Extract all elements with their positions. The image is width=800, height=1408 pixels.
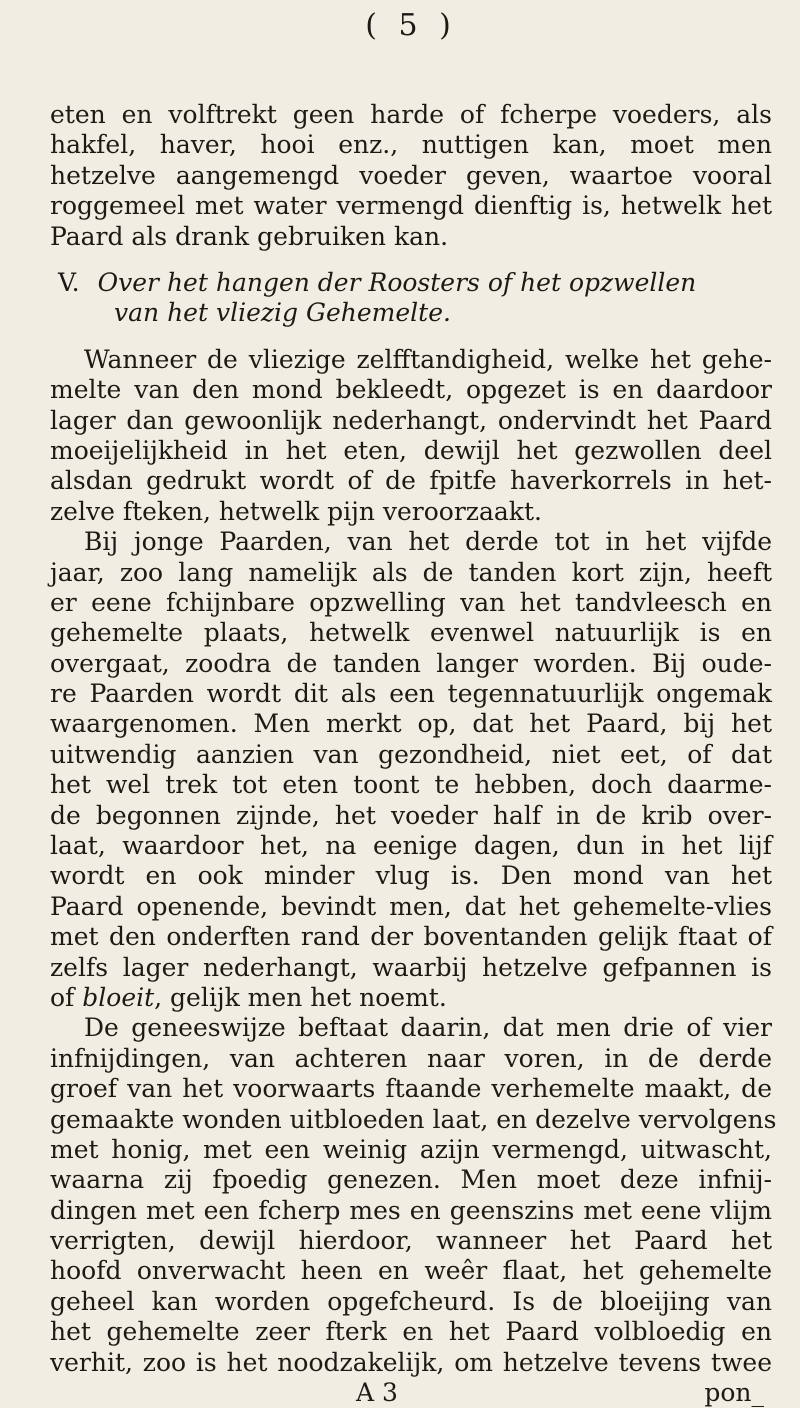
signature-mark: A 3 — [356, 1378, 398, 1408]
text-line: hetzelve aangemengd voeder geven, waartoe vooral — [50, 160, 772, 190]
catchword: pon_ — [704, 1378, 764, 1408]
section-number: V. — [58, 267, 80, 297]
spacer — [50, 329, 772, 345]
text-line: wordt en ook minder vlug is. Den mond van het — [50, 861, 772, 891]
text-line: Paard als drank gebruiken kan. — [50, 221, 449, 251]
text-line: eten en volftrekt geen harde of fcherpe voeders, als — [50, 100, 772, 129]
text-line: gemaakte wonden uitbloeden laat, en dezelve vervolgens — [50, 1104, 777, 1134]
text-line: geheel kan worden opgefcheurd. Is de bloeijing van — [50, 1286, 772, 1316]
text-line: waargenomen. Men merkt op, dat het Paard, bij het — [50, 709, 772, 739]
text-line: zelve fteken, hetwelk pijn veroorzaakt. — [50, 496, 542, 526]
text-line: infnijdingen, van achteren naar voren, in de derde — [50, 1043, 772, 1073]
text-line: uitwendig aanzien van gezondheid, niet eet, of dat — [50, 739, 772, 769]
text-line: er eene fchijnbare opzwelling van het tandvleesch en — [50, 587, 772, 617]
text-line: lager dan gewoonlijk nederhangt, ondervindt het Paard — [50, 405, 772, 435]
text-line: met honig, met een weinig azijn vermengd, uitwascht, — [50, 1134, 772, 1164]
text-line: het gehemelte zeer fterk en het Paard volbloedig en — [50, 1317, 772, 1347]
text-line: dingen met een fcherp mes en geenszins met eene vlijm — [50, 1195, 772, 1225]
text-line: waarna zij fpoedig genezen. Men moet deze infnij- — [50, 1165, 772, 1195]
text-line: De geneeswijze beftaat daarin, dat men drie of vier — [84, 1013, 772, 1043]
text-line: Bij jonge Paarden, van het derde tot in het vijfde — [84, 527, 772, 557]
section-title-line-1: Over het hangen der Roosters of het opzwellen — [97, 267, 697, 297]
text-line: Wanneer de vliezige zelfftandigheid, welke het gehe- — [84, 344, 772, 374]
text-line: Paard openende, bevindt men, dat het gehemelte-vlies — [50, 891, 772, 921]
text-line: verhit, zoo is het noodzakelijk, om hetzelve tevens twee — [50, 1347, 772, 1377]
text-line: hoofd onverwacht heen en weêr flaat, het gehemelte — [50, 1256, 772, 1286]
text-line: melte van den mond bekleedt, opgezet is en daardoor — [50, 375, 772, 405]
section-body — [50, 344, 777, 1378]
text-line: hakfel, haver, hooi enz., nuttigen kan, moet men — [50, 130, 772, 160]
text-line: jaar, zoo lang namelijk als de tanden kort zijn, heeft — [50, 557, 772, 587]
text-line: verrigten, dewijl hierdoor, wanneer het Paard het — [50, 1226, 772, 1256]
text-line: gehemelte plaats, hetwelk evenwel natuurlijk is en — [50, 618, 772, 648]
section-heading — [50, 268, 772, 298]
text-line: het wel trek tot eten toont te hebben, doch daarme- — [50, 770, 772, 800]
section-title-line-2: van het vliezig Gehemelte. — [114, 298, 451, 328]
paragraph-continuation — [50, 100, 772, 252]
text-line: of bloeit, gelijk men het noemt. — [50, 982, 447, 1012]
text-line: met den onderften rand der boventanden gelijk ftaat of — [50, 922, 772, 952]
text-line: roggemeel met water vermengd dienftig is, hetwelk het — [50, 191, 772, 221]
text-line: laat, waardoor het, na eenige dagen, dun in het lijf — [50, 831, 772, 861]
text-line: de begonnen zijnde, het voeder half in de krib over- — [50, 800, 772, 830]
text-line: groef van het voorwaarts ftaande verhemelte maakt, de — [50, 1074, 772, 1104]
spacer — [50, 252, 772, 268]
text-line: overgaat, zoodra de tanden langer worden. Bij oude- — [50, 648, 772, 678]
text-line: zelfs lager nederhangt, waarbij hetzelve gefpannen is — [50, 952, 772, 982]
text-line: alsdan gedrukt wordt of de fpitfe haverkorrels in het- — [50, 466, 772, 496]
text-line: re Paarden wordt dit als een tegennatuurlijk ongemak — [50, 679, 772, 709]
text-line: moeijelijkheid in het eten, dewijl het gezwollen deel — [50, 435, 772, 465]
page-number-header: ( 5 ) — [365, 8, 457, 43]
page-footer — [50, 1378, 772, 1408]
